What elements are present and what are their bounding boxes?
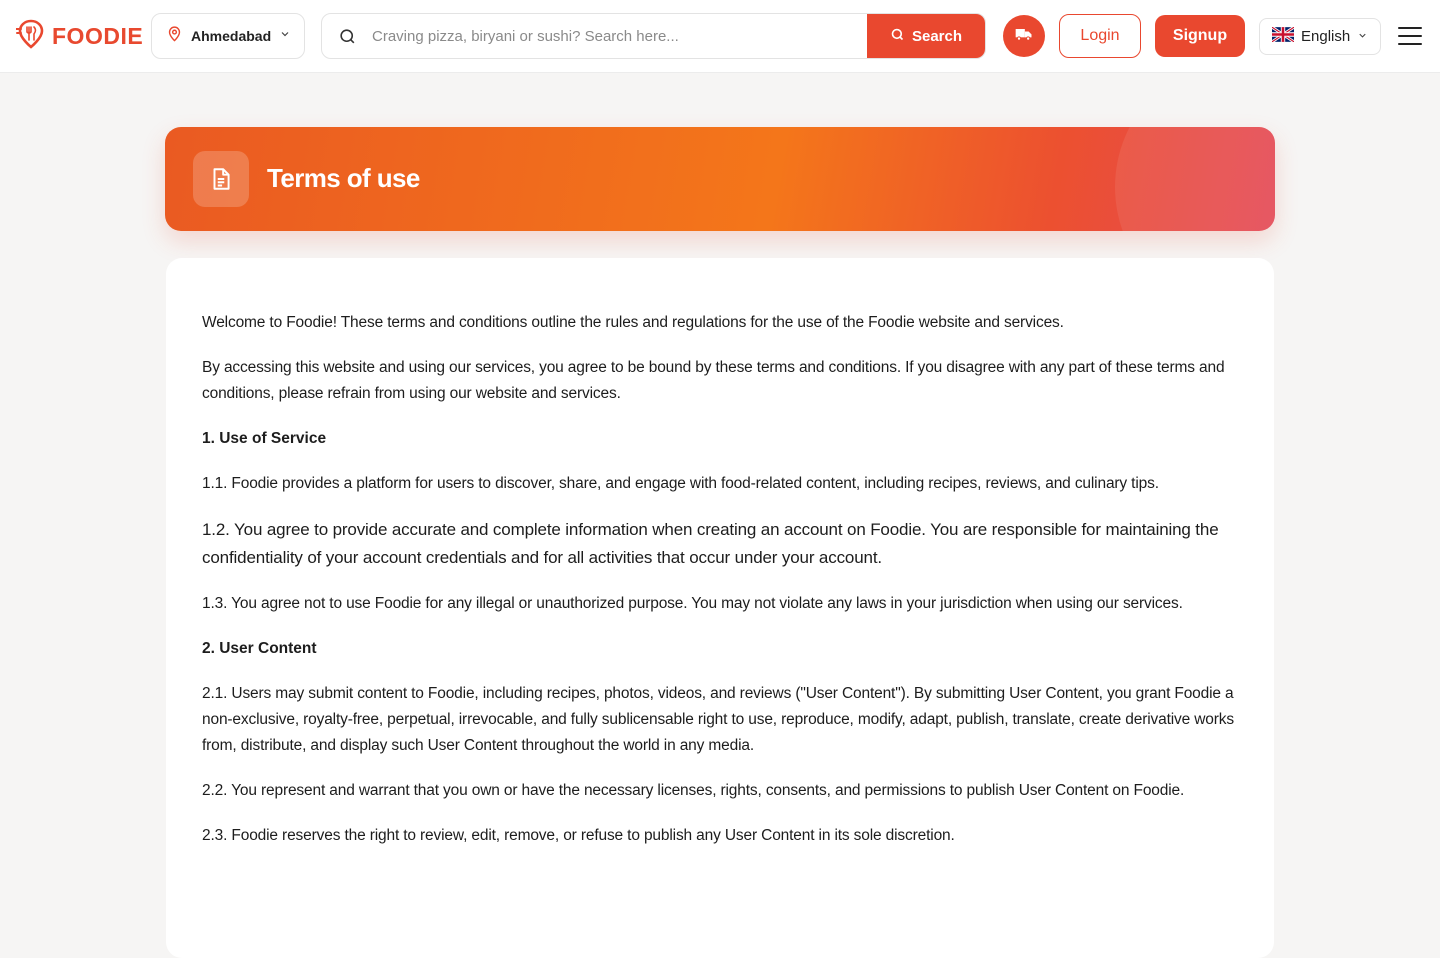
section-heading: 2. User Content xyxy=(202,640,317,657)
banner-decoration xyxy=(1115,127,1275,231)
terms-paragraph: 1.1. Foodie provides a platform for users to discover, share, and engage with food-related content, including recipes, reviews, and culinary tips. xyxy=(202,475,1159,492)
search-button[interactable] xyxy=(867,13,985,59)
language-selector[interactable] xyxy=(1259,18,1381,55)
location-label: Ahmedabad xyxy=(191,28,272,44)
foodie-logo-icon xyxy=(16,19,46,54)
login-button[interactable]: Login xyxy=(1059,14,1141,58)
terms-paragraph: 1.2. You agree to provide accurate and complete information when creating an account on Foodie. You are responsible for maintaining the confidentiality of your account credentials and for all activities that occur under your account. xyxy=(202,520,1219,567)
location-selector[interactable] xyxy=(151,13,305,59)
uk-flag-icon xyxy=(1272,27,1294,47)
intro-paragraph: Welcome to Foodie! These terms and conditions outline the rules and regulations for the use of the Foodie website and services. xyxy=(202,314,1064,331)
page-banner xyxy=(165,127,1275,231)
signup-button[interactable]: Signup xyxy=(1155,15,1245,57)
terms-paragraph: 2.3. Foodie reserves the right to review, edit, remove, or refuse to publish any User Content in its sole discretion. xyxy=(202,827,955,844)
terms-content xyxy=(166,258,1274,958)
terms-paragraph: 1.3. You agree not to use Foodie for any illegal or unauthorized purpose. You may not violate any laws in your jurisdiction when using our services. xyxy=(202,595,1183,612)
brand-logo[interactable] xyxy=(16,21,143,51)
hamburger-menu-icon[interactable] xyxy=(1396,24,1424,48)
search-icon xyxy=(322,13,372,59)
delivery-truck-button[interactable] xyxy=(1003,15,1045,57)
search-input[interactable] xyxy=(372,14,867,58)
section-heading: 1. Use of Service xyxy=(202,430,327,447)
location-pin-icon xyxy=(166,25,183,47)
chevron-down-icon xyxy=(279,27,291,45)
terms-paragraph: 2.2. You represent and warrant that you own or have the necessary licenses, rights, consents, and permissions to publish User Content on Foodie. xyxy=(202,782,1185,799)
truck-icon xyxy=(1014,24,1034,49)
document-icon xyxy=(193,151,249,207)
page-title: Terms of use xyxy=(267,163,420,193)
search-button-label: Search xyxy=(911,27,963,45)
chevron-down-icon xyxy=(1357,28,1368,46)
search-bar xyxy=(321,13,986,59)
terms-paragraph: 2.1. Users may submit content to Foodie, including recipes, photos, videos, and reviews ("User Content"). By submitting User Content, you grant Foodie a non-exclusive, royalty-free, perpetual, irrevocable, and fully sublicensable right to use, reproduce, modify, adapt, publish, translate, create derivative works from, distribute, and display such User Content throughout the world in any media. xyxy=(202,685,1234,754)
search-button-icon xyxy=(890,27,905,46)
top-navbar xyxy=(0,0,1440,73)
language-label: English xyxy=(1301,28,1351,45)
brand-name: FOODIE xyxy=(52,22,144,49)
intro-paragraph: By accessing this website and using our services, you agree to be bound by these terms and conditions. If you disagree with any part of these terms and conditions, please refrain from using our website and services. xyxy=(202,359,1225,402)
